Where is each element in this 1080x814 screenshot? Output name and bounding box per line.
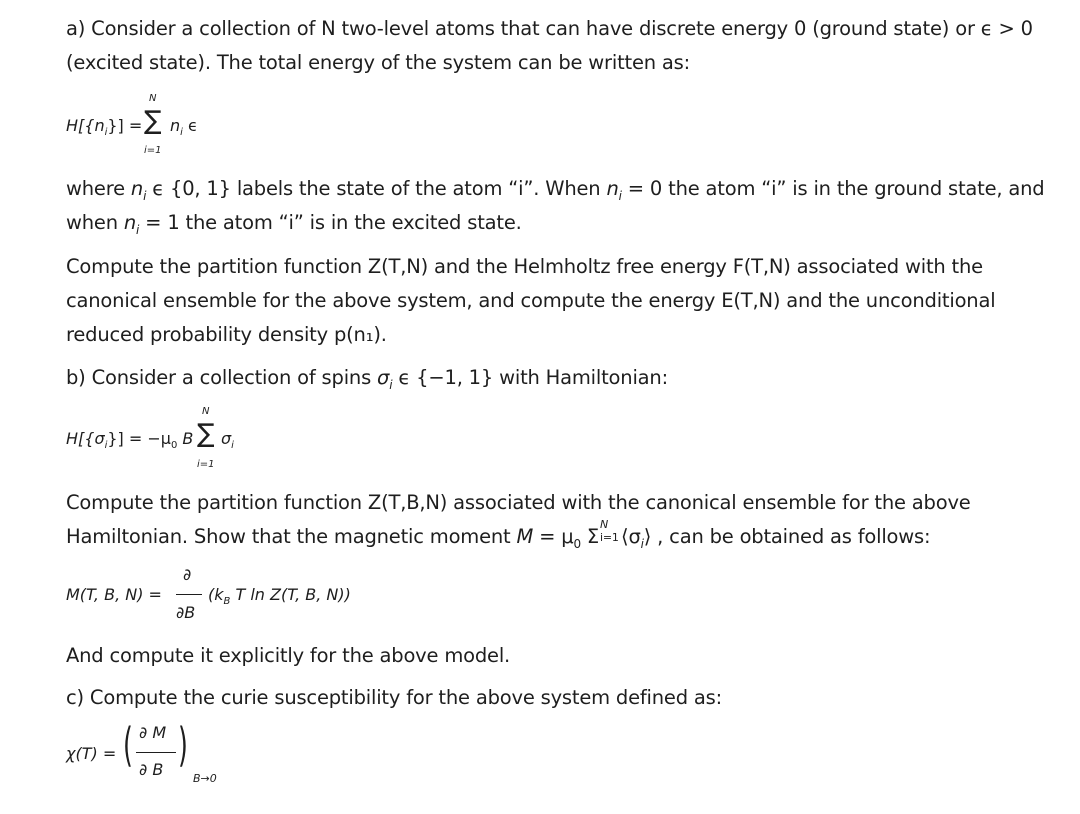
susceptibility-lhs: χ(T) = xyxy=(66,744,117,763)
moment-derivative-numerator: ∂ xyxy=(183,565,192,584)
part-a-line-1 xyxy=(66,12,1056,46)
spin-sum-term: $\sigma_i$ xyxy=(221,429,234,452)
spin-sum-upper-limit: N xyxy=(202,406,210,417)
part-b-compute-line-1: Compute the partition function Z(T,B,N) associated with the canonical ensemble for the above xyxy=(66,491,971,514)
where-line: where $n_i$ ϵ {0, 1} labels the state of the atom “i”. When $n_i = 0$ the atom “i” is in the ground state, and xyxy=(66,177,1045,203)
right-paren: ) xyxy=(178,718,188,772)
part-a-compute-paragraph: Compute the partition function Z(T,N) and the Helmholtz free energy F(T,N) associated with the canonical ensemble for the above system, and compute the energy E(T,N) and the unconditional reduced probability density p(n₁). xyxy=(66,255,996,346)
part-b-intro: b) Consider a collection of spins $\sigma_i$ ϵ {−1, 1} with Hamiltonian: xyxy=(66,366,668,392)
spin-hamiltonian-equation: $H[\{\sigma_i\}] = -\mu_0$ B xyxy=(66,429,194,452)
moment-equation-lhs: M(T, B, N) = xyxy=(66,585,162,604)
part-a-intro-text: a) Consider a collection of N two-level atoms that can have discrete energy 0 (ground state) or ϵ > 0 xyxy=(66,17,1033,40)
part-b-compute-line-2: Hamiltonian. Show that the magnetic moment $M = \mu_0$ Σ N i=1 $⟨\sigma_i⟩$ , can be obtained as follows: xyxy=(66,518,931,551)
energy-equation: $H[\{n_i\}]$ = xyxy=(66,116,143,139)
spin-sum-lower-limit: i=1 xyxy=(197,459,215,470)
part-c-intro: c) Compute the curie susceptibility for the above system defined as: xyxy=(66,686,722,709)
susceptibility-denominator: ∂ B xyxy=(139,760,164,779)
part-b-explicit-line: And compute it explicitly for the above model. xyxy=(66,644,511,667)
moment-derivative-denominator: ∂B xyxy=(176,603,196,622)
summation-symbol: ∑ xyxy=(144,106,162,136)
moment-equation-rhs: ($k_B$ T ln Z(T, B, N)) xyxy=(208,585,351,608)
sum-upper-limit: N xyxy=(149,93,157,104)
susceptibility-limit-subscript: B→0 xyxy=(193,772,217,785)
susceptibility-numerator: ∂ M xyxy=(139,723,167,742)
sum-lower-limit: i=1 xyxy=(144,145,162,156)
moment-fraction-bar xyxy=(176,594,202,595)
susceptibility-fraction-bar xyxy=(136,752,176,753)
left-paren: ( xyxy=(123,718,133,772)
sum-term: $n_i$ ϵ xyxy=(170,116,198,139)
spin-summation-symbol: ∑ xyxy=(197,419,215,449)
part-a-line-2 xyxy=(66,46,1056,80)
when-line: when $n_i = 1$ the atom “i” is in the excited state. xyxy=(66,211,522,237)
part-a-intro-text-2: (excited state). The total energy of the system can be written as: xyxy=(66,51,691,74)
